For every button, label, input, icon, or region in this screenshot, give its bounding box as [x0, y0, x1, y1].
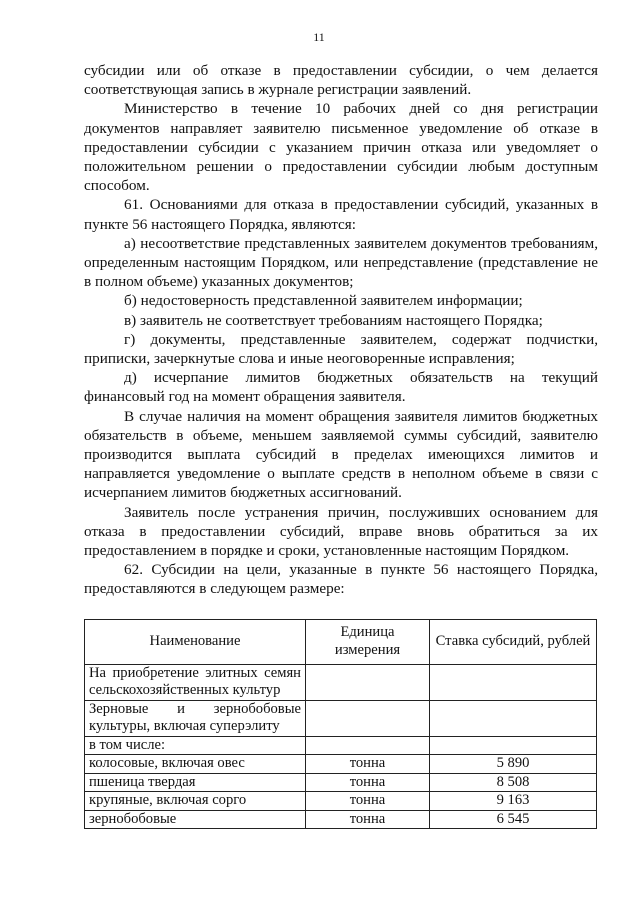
table-cell-rate: 8 508	[430, 773, 597, 792]
paragraph: Заявитель после устранения причин, послуживших основанием для отказа в предоставлении субсидий, вправе вновь обратиться за их предоставлением в порядке и сроки, установленные настоящим Порядком.	[84, 503, 598, 560]
table-cell-unit: тонна	[306, 792, 430, 811]
paragraph: В случае наличия на момент обращения заявителя лимитов бюджетных обязательств в объеме, меньшем заявляемой суммы субсидий, заявителю производится выплата субсидий в пределах имеющихся лимитов и направляется уведомление о выплате средств в неполном объеме в связи с исчерпанием лимитов бюджетных ассигнований.	[84, 407, 598, 502]
table-cell-unit: тонна	[306, 810, 430, 829]
table-cell-rate: 6 545	[430, 810, 597, 829]
table-cell-rate	[430, 664, 597, 700]
table-cell-unit	[306, 736, 430, 755]
table-header-row	[85, 619, 597, 664]
header-unit: Единица измерения	[306, 619, 430, 664]
table-cell-name: Зерновые и зернобобовые культуры, включая суперэлиту	[85, 700, 306, 736]
table-cell-unit	[306, 700, 430, 736]
table-row	[85, 773, 597, 792]
paragraph: г) документы, представленные заявителем, содержат подчистки, приписки, зачеркнутые слова и иные неоговоренные исправления;	[84, 330, 598, 368]
table-cell-name: колосовые, включая овес	[85, 755, 306, 774]
table-cell-rate: 5 890	[430, 755, 597, 774]
paragraph: субсидии или об отказе в предоставлении субсидии, о чем делается соответствующая запись в журнале регистрации заявлений.	[84, 62, 598, 99]
table-row	[85, 664, 597, 700]
table-row	[85, 810, 597, 829]
table-cell-rate: 9 163	[430, 792, 597, 811]
document-body	[84, 61, 598, 829]
table-row	[85, 792, 597, 811]
table-cell-rate	[430, 700, 597, 736]
table-cell-unit: тонна	[306, 773, 430, 792]
header-name: Наименование	[85, 619, 306, 664]
page-number: 11	[313, 30, 325, 44]
paragraph: д) исчерпание лимитов бюджетных обязательств на текущий финансовый год на момент обращения заявителя.	[84, 369, 598, 406]
paragraph: а) несоответствие представленных заявителем документов требованиям, определенным настоящим Порядком, или непредставление (представление не в полном объеме) указанных документов;	[84, 234, 598, 291]
paragraph: Министерство в течение 10 рабочих дней со дня регистрации документов направляет заявителю письменное уведомление об отказе в предоставлении субсидии с указанием причин отказа или уведомляет о положительном решении о предоставлении субсидии любым доступным способом.	[84, 100, 598, 195]
table-cell-unit	[306, 664, 430, 700]
paragraph: 62. Субсидии на цели, указанные в пункте 56 настоящего Порядка, предоставляются в следующем размере:	[84, 561, 598, 598]
table-row	[85, 755, 597, 774]
subsidy-rates-table	[84, 619, 597, 830]
table-body	[85, 664, 597, 829]
table-cell-name: пшеница твердая	[85, 773, 306, 792]
paragraph: в) заявитель не соответствует требованиям настоящего Порядка;	[124, 311, 543, 329]
paragraph: б) недостоверность представленной заявителем информации;	[124, 292, 523, 310]
table-cell-name: крупяные, включая сорго	[85, 792, 306, 811]
table-row	[85, 736, 597, 755]
table-cell-unit: тонна	[306, 755, 430, 774]
table-cell-name: зернобобовые	[85, 810, 306, 829]
table-cell-name: На приобретение элитных семян сельскохозяйственных культур	[85, 664, 306, 700]
header-rate: Ставка субсидий, рублей	[430, 619, 597, 664]
table-cell-name: в том числе:	[85, 736, 306, 755]
table-cell-rate	[430, 736, 597, 755]
paragraph: 61. Основаниями для отказа в предоставлении субсидий, указанных в пункте 56 настоящего Порядка, являются:	[84, 196, 598, 233]
paragraphs	[84, 61, 598, 599]
table-row	[85, 700, 597, 736]
